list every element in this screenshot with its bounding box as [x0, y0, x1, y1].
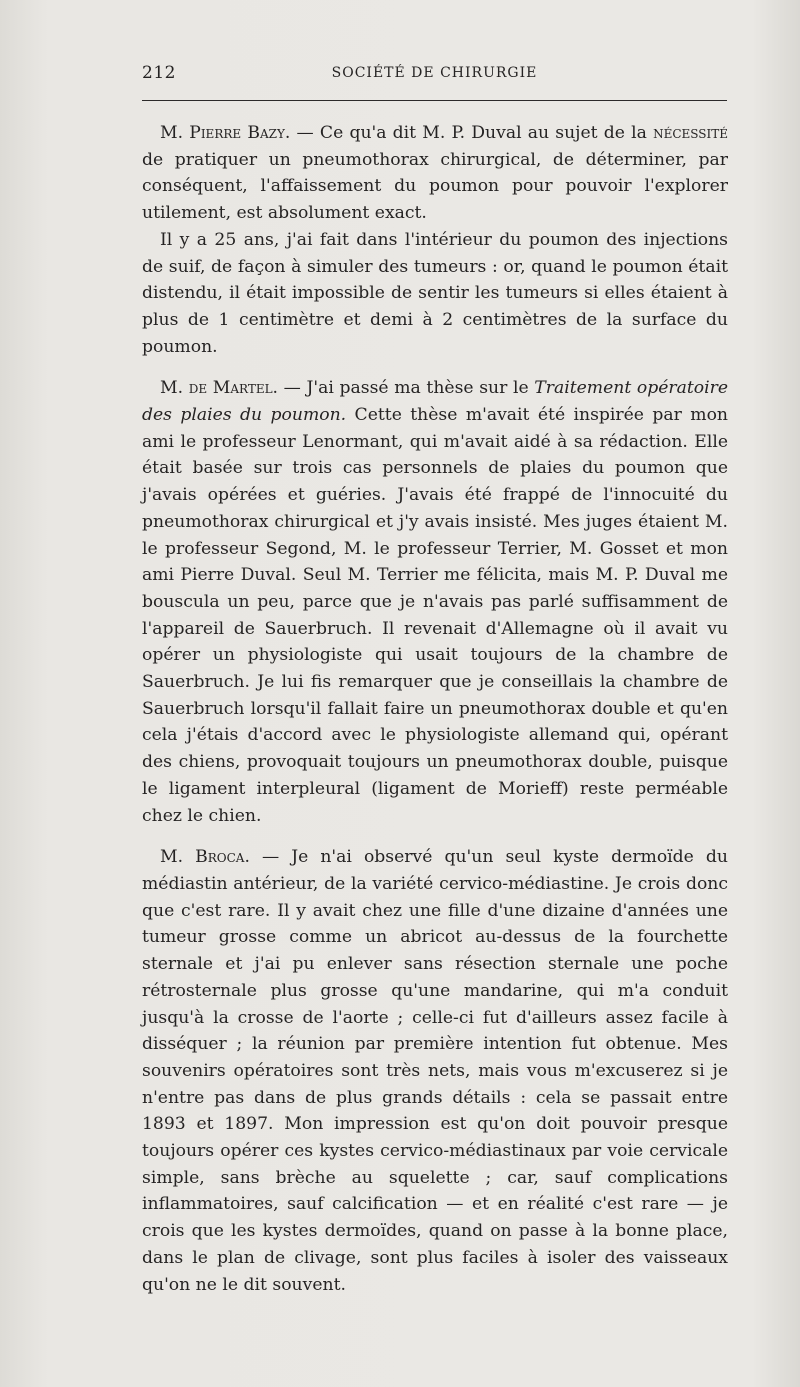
paragraph-text: Cette thèse m'avait été inspirée par mon ami le professeur Lenormant, qui m'avait aidé à sa rédaction. Elle était basée sur trois cas personnels de plaies du poumon que j'avais opérées et guéries. J'avais été frappé de l'innocuité du pneumothorax chirurgical et j'y avais insisté. Mes juges étaient M. le professeur Segond, M. le professeur Terrier, M. Gosset et mon ami Pierre Duval. Seul M. Terrier me félicita, mais M. P. Duval me bouscula un peu, parce que je n'avais pas parlé suffisamment de l'appareil de Sauerbruch. Il revenait d'Allemagne où il avait vu opérer un physiologiste qui usait toujours de la chambre de Sauerbruch. Je lui fis remarquer que je conseillais la chambre de Sauerbruch lorsqu'il fallait faire un pneumothorax double et qu'en cela j'étais d'accord avec le physiologiste allemand qui, opérant des chiens, provoquait toujours un pneumothorax double, puisque le ligament interpleural (ligament de Morieff) reste perméable chez le chien.: [142, 405, 728, 826]
body-text: [142, 120, 728, 1298]
paragraph-text: — Je n'ai observé qu'un seul kyste dermoïde du médiastin antérieur, de la variété cervico-médiastine. Je crois donc que c'est rare. Il y avait chez une fille d'une dizaine d'années une tumeur grosse comme un abricot au-dessus de la fourchette sternale et j'ai pu enlever sans résection sternale une poche rétrosternale plus grosse qu'une mandarine, qui m'a conduit jusqu'à la crosse de l'aorte ; celle-ci fut d'ailleurs assez facile à disséquer ; la réunion par première intention fut obtenue. Mes souvenirs opératoires sont très nets, mais vous m'excuserez si je n'entre pas dans de plus grands détails : cela se passait entre 1893 et 1897. Mon impression est qu'on doit pouvoir presque toujours opérer ces kystes cervico-médiastinaux par voie cervicale simple, sans brèche au squelette ; car, sauf complications inflammatoires, sauf calcification — et en réalité c'est rare — je crois que les kystes dermoïdes, quand on passe à la bonne place, dans le plan de clivage, sont plus faciles à isoler des vaisseaux qu'on ne le dit souvent.: [142, 847, 728, 1295]
page-number: 212: [142, 63, 176, 83]
paragraph-text: Il y a 25 ans, j'ai fait dans l'intérieur du poumon des injections de suif, de façon à simuler des tumeurs : or, quand le poumon était distendu, il était impossible de sentir les tumeurs si elles étaient à plus de 1 centimètre et demi à 2 centimètres de la surface du poumon.: [142, 229, 728, 357]
paragraph-text: de pratiquer un pneumothorax chirurgical, de déterminer, par conséquent, l'affaissement du poumon pour pouvoir l'explorer utilement, est absolument exact.: [142, 149, 728, 224]
paragraph-broca: [142, 844, 728, 1298]
running-head: SOCIÉTÉ DE CHIRURGIE: [331, 65, 538, 81]
paragraph-bazy: [142, 120, 728, 227]
speaker-name: M. Pierre Bazy.: [160, 123, 291, 143]
paragraph-text: — J'ai passé ma thèse sur le: [278, 378, 535, 399]
thesis-title: Traitement opératoire des plaies du poumon.: [142, 378, 729, 426]
paragraph-text: — Ce qu'a dit M. P. Duval au sujet de la: [290, 123, 654, 143]
header-rule: [142, 100, 727, 101]
speaker-name: M. Broca.: [160, 847, 250, 868]
emphasized-word: nécessité: [653, 123, 728, 143]
page-header: [142, 63, 727, 87]
paragraph-de-martel: [142, 375, 728, 829]
speaker-name: M. de Martel.: [160, 378, 279, 399]
paragraph-bazy-continued: [142, 227, 728, 361]
